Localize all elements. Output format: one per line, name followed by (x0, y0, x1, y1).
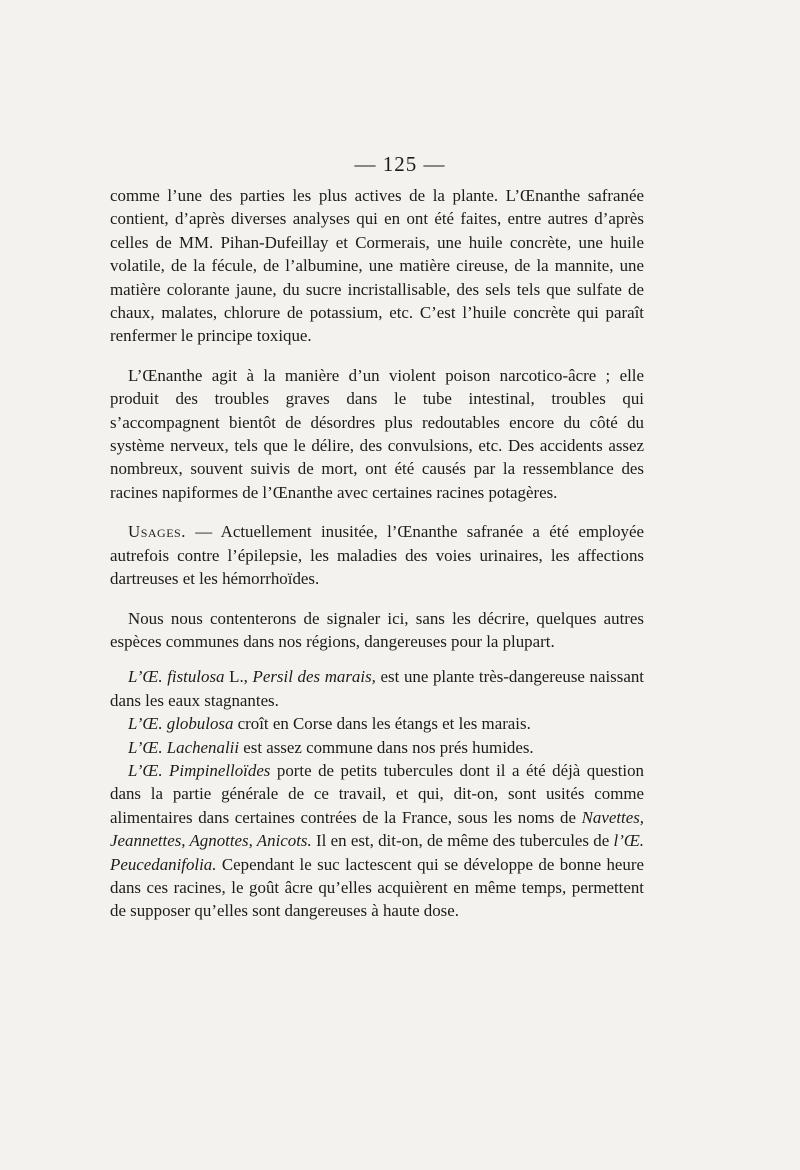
text-body (110, 184, 644, 923)
species-lachenalii: L’Œ. Lachenalii (128, 737, 240, 757)
paragraph-globulosa: L’Œ. globulosa croît en Corse dans les étangs et les marais. (128, 714, 531, 734)
species-pimpinelloides: L’Œ. Pimpinelloïdes (128, 760, 271, 780)
page-number: — 125 — (354, 152, 446, 176)
common-names-list: Navettes, Jeannettes, Agnottes, Anicots. (110, 807, 644, 851)
usages-text: — Actuellement inusitée, l’Œnanthe safranée a été employée autrefois contre l’épilepsie, les maladies des voies urinaires, les affections dartreuses et les hémorrhoïdes. (110, 522, 644, 589)
species-fistulosa: L’Œ. fistulosa (128, 667, 225, 687)
paragraph-other-species: Nous nous contenterons de signaler ici, sans les décrire, quelques autres espèces communes dans nos régions, dangereuses pour la plupart. (110, 608, 644, 651)
paragraph-pimpinelloides: L’Œ. Pimpinelloïdes porte de petits tubercules dont il a été déjà question dans la partie générale de ce travail, et qui, dit-on, sont usités comme alimentaires dans certaines contrées de la France, sous les noms de Navettes, Jeannettes, Agnottes, Anicots. Il en est, dit-on, de même des tubercules de l’Œ. Peucedanifolia. Cependant le suc lactescent qui se développe de bonne heure dans ces racines, le goût âcre qu’elles acquièrent en même temps, permettent de supposer qu’elles sont dangereuses à haute dose. (110, 760, 645, 921)
paragraph-usages (110, 520, 644, 590)
common-name-persil: Persil des marais, (252, 667, 376, 687)
usages-label: Usages. (128, 522, 186, 542)
paragraph-toxicity: L’Œnanthe agit à la manière d’un violent poison narcotico-âcre ; elle produit des troubles graves dans le tube intestinal, troubles qui s’accompagnent bientôt de désordres plus redoutables encore du côté du système nerveux, tels que le délire, des convulsions, etc. Des accidents assez nombreux, souvent suivis de mort, ont été causés par la ressemblance des racines napiformes de l’Œnanthe avec certaines racines potagères. (110, 365, 644, 502)
species-peucedanifolia: l’Œ. Peucedanifolia. (110, 831, 644, 874)
paragraph-composition: comme l’une des parties les plus actives de la plante. L’Œnanthe safranée contient, d’après diverses analyses qui en ont été faites, entre autres d’après celles de MM. Pihan-Dufeillay et Cormerais, une huile concrète, une huile volatile, de la fécule, de l’albumine, une matière cireuse, de la mannite, une matière colorante jaune, du sucre incristallisable, des sels tels que sulfate de chaux, malates, chlorure de potassium, etc. C’est l’huile concrète qui paraît renfermer le principe toxique. (110, 186, 644, 346)
paragraph-fistulosa: L’Œ. fistulosa L., Persil des marais, est une plante très-dangereuse naissant dans les eaux stagnantes. (110, 667, 644, 710)
species-globulosa: L’Œ. globulosa (128, 714, 234, 734)
paragraph-lachenalii: L’Œ. Lachenalii est assez commune dans nos prés humides. (128, 737, 534, 757)
